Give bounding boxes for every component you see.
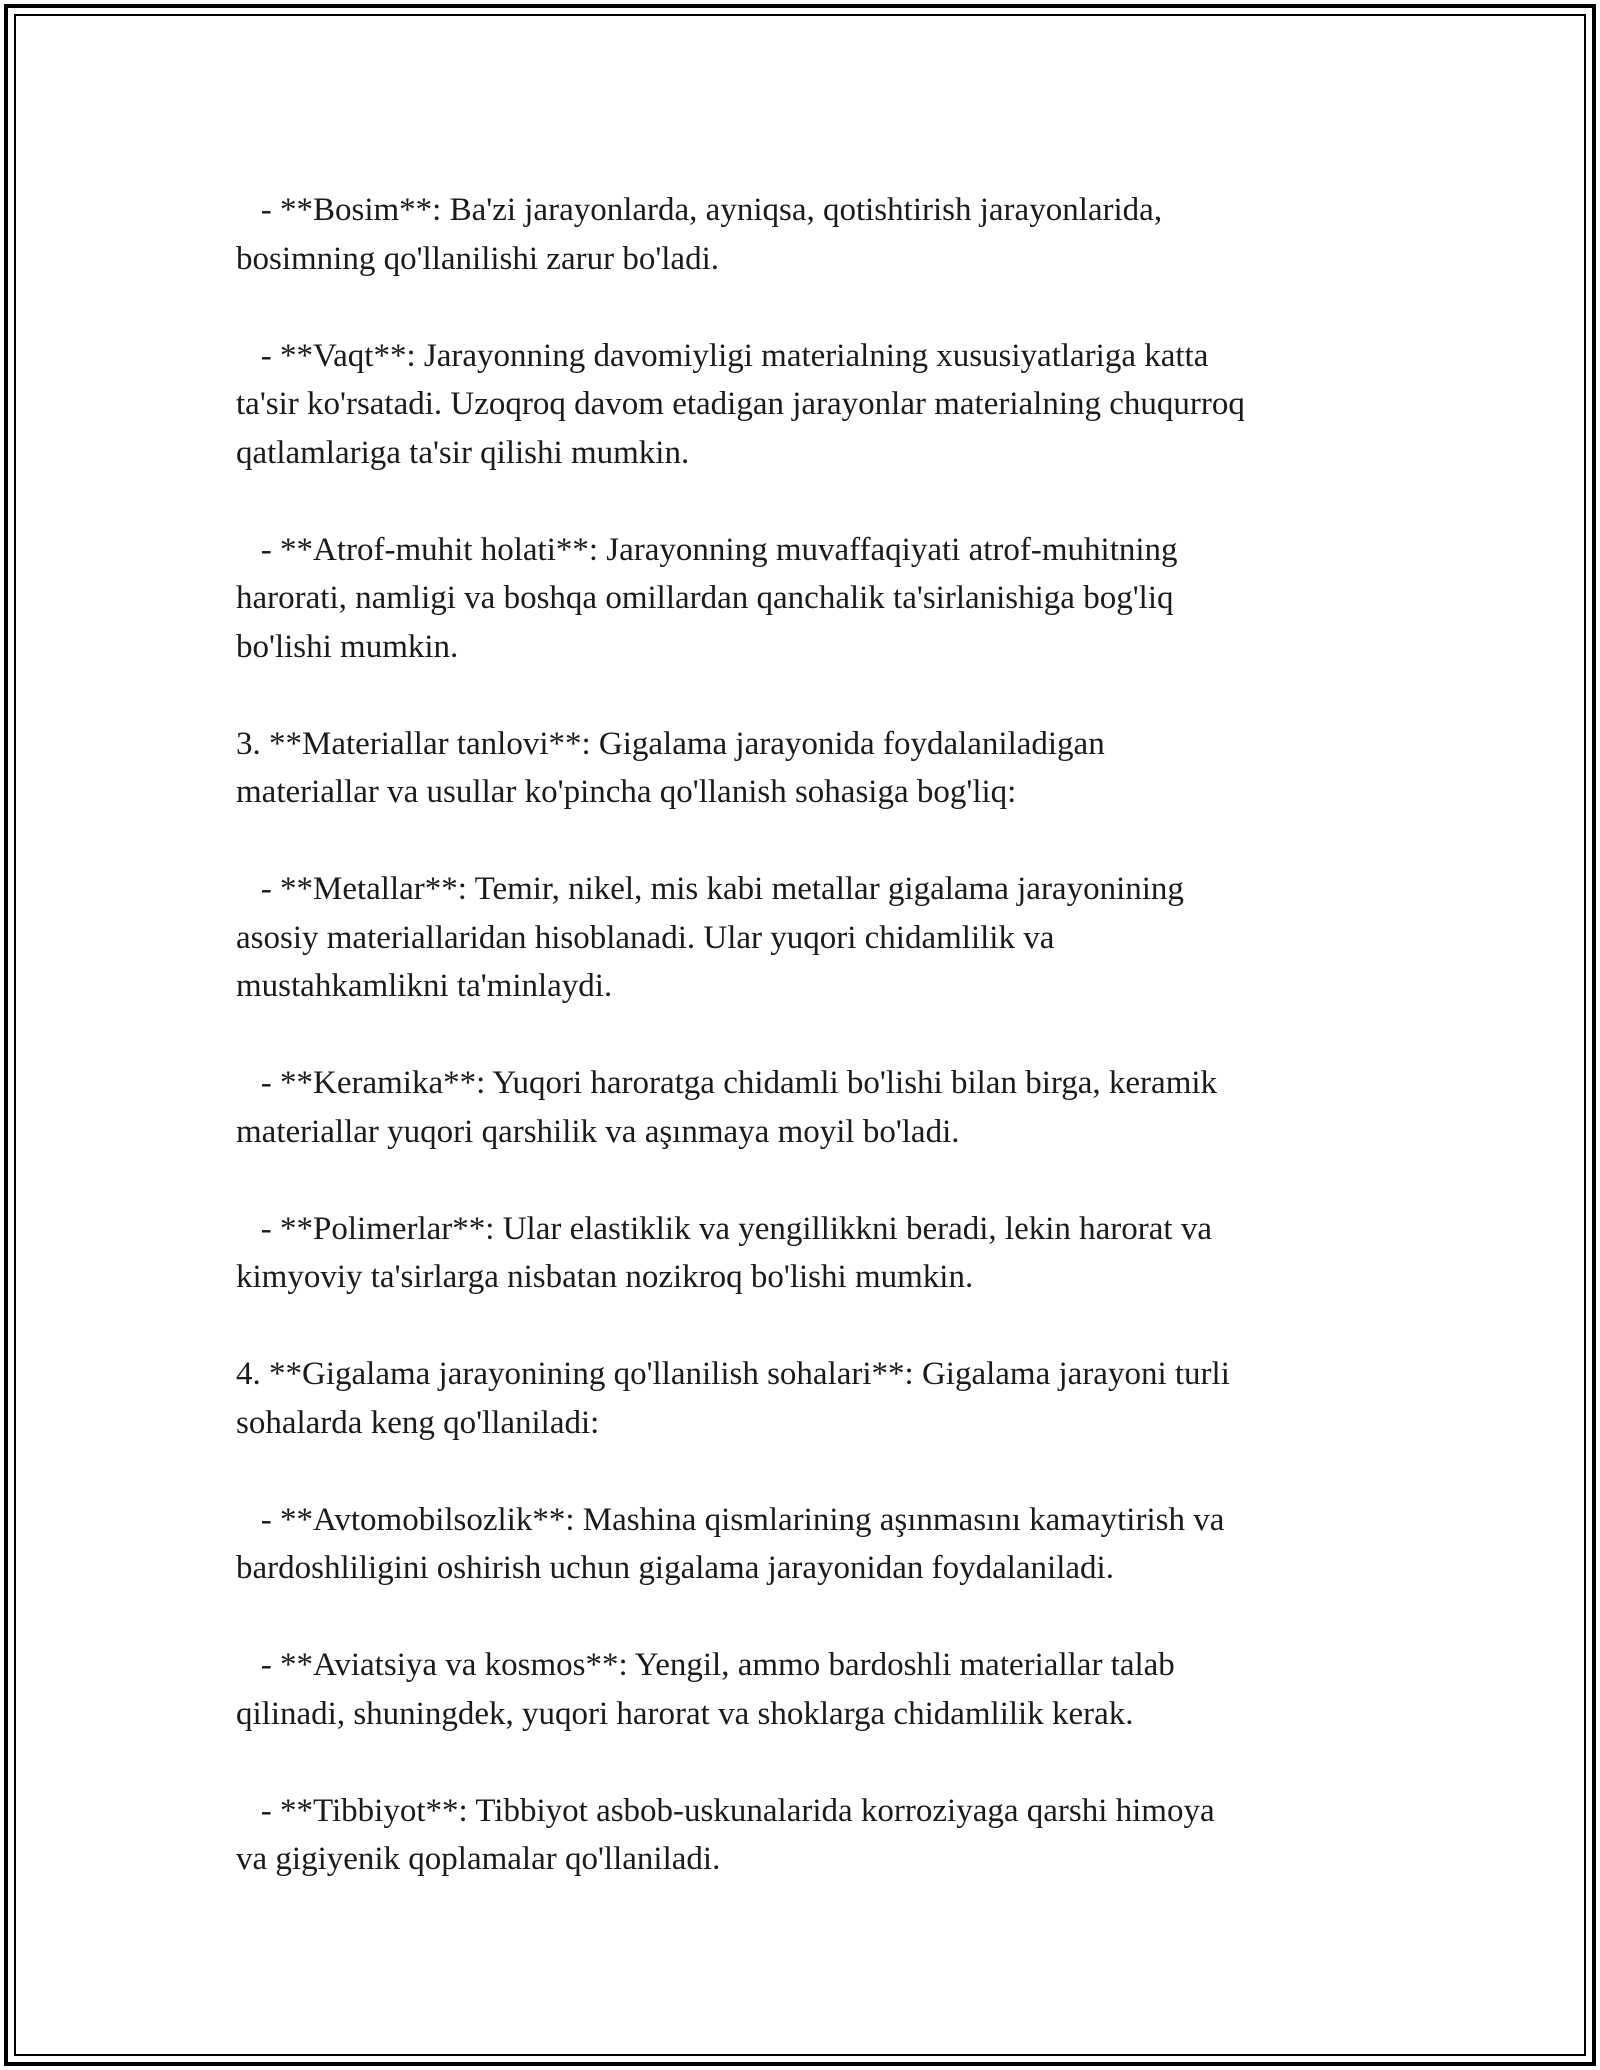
paragraph-keramika: - **Keramika**: Yuqori haroratga chidamli bo'lishi bilan birga, keramik materiallar yuqori qarshilik va aşınmaya moyil bo'ladi. (236, 1065, 1218, 1150)
paragraph-vaqt: - **Vaqt**: Jarayonning davomiyligi materialning xususiyatlariga katta ta'sir ko'rsatadi. Uzoqroq davom etadigan jarayonlar materialning chuqurroq qatlamlariga ta'sir qilishi mumkin. (236, 337, 1245, 471)
paragraph-aviatsiya-va-kosmos: - **Aviatsiya va kosmos**: Yengil, ammo bardoshli materiallar talab qilinadi, shuningdek, yuqori harorat va shoklarga chidamlilik kerak. (236, 1647, 1175, 1732)
paragraph-avtomobilsozlik: - **Avtomobilsozlik**: Mashina qismlarining aşınmasını kamaytirish va bardoshliligini oshirish uchun gigalama jarayonidan foydalaniladi. (236, 1501, 1225, 1586)
paragraph-tibbiyot: - **Tibbiyot**: Tibbiyot asbob-uskunalarida korroziyaga qarshi himoya va gigiyenik qoplamalar qo'llaniladi. (236, 1792, 1215, 1877)
paragraph-materiallar-tanlovi: 3. **Materiallar tanlovi**: Gigalama jarayonida foydalaniladigan materiallar va usullar ko'pincha qo'llanish sohasiga bog'liq: (236, 725, 1105, 810)
paragraph-metallar: - **Metallar**: Temir, nikel, mis kabi metallar gigalama jarayonining asosiy materiallaridan hisoblanadi. Ular yuqori chidamlilik va mustahkamlikni ta'minlaydi. (236, 871, 1184, 1004)
paragraph-polimerlar: - **Polimerlar**: Ular elastiklik va yengillikkni beradi, lekin harorat va kimyoviy ta'sirlarga nisbatan nozikroq bo'lishi mumkin. (236, 1210, 1212, 1295)
paragraph-qollanilish-sohalari: 4. **Gigalama jarayonining qo'llanilish sohalari**: Gigalama jarayoni turli sohalarda keng qo'llaniladi: (236, 1356, 1230, 1441)
document-body (236, 186, 1366, 1884)
paragraph-atrof-muhit: - **Atrof-muhit holati**: Jarayonning muvaffaqiyati atrof-muhitning harorati, namligi va boshqa omillardan qanchalik ta'sirlanishiga bog'liq bo'lishi mumkin. (236, 531, 1178, 665)
paragraph-bosim: - **Bosim**: Ba'zi jarayonlarda, ayniqsa, qotishtirish jarayonlarida, bosimning qo'llanilishi zarur bo'ladi. (236, 192, 1163, 277)
